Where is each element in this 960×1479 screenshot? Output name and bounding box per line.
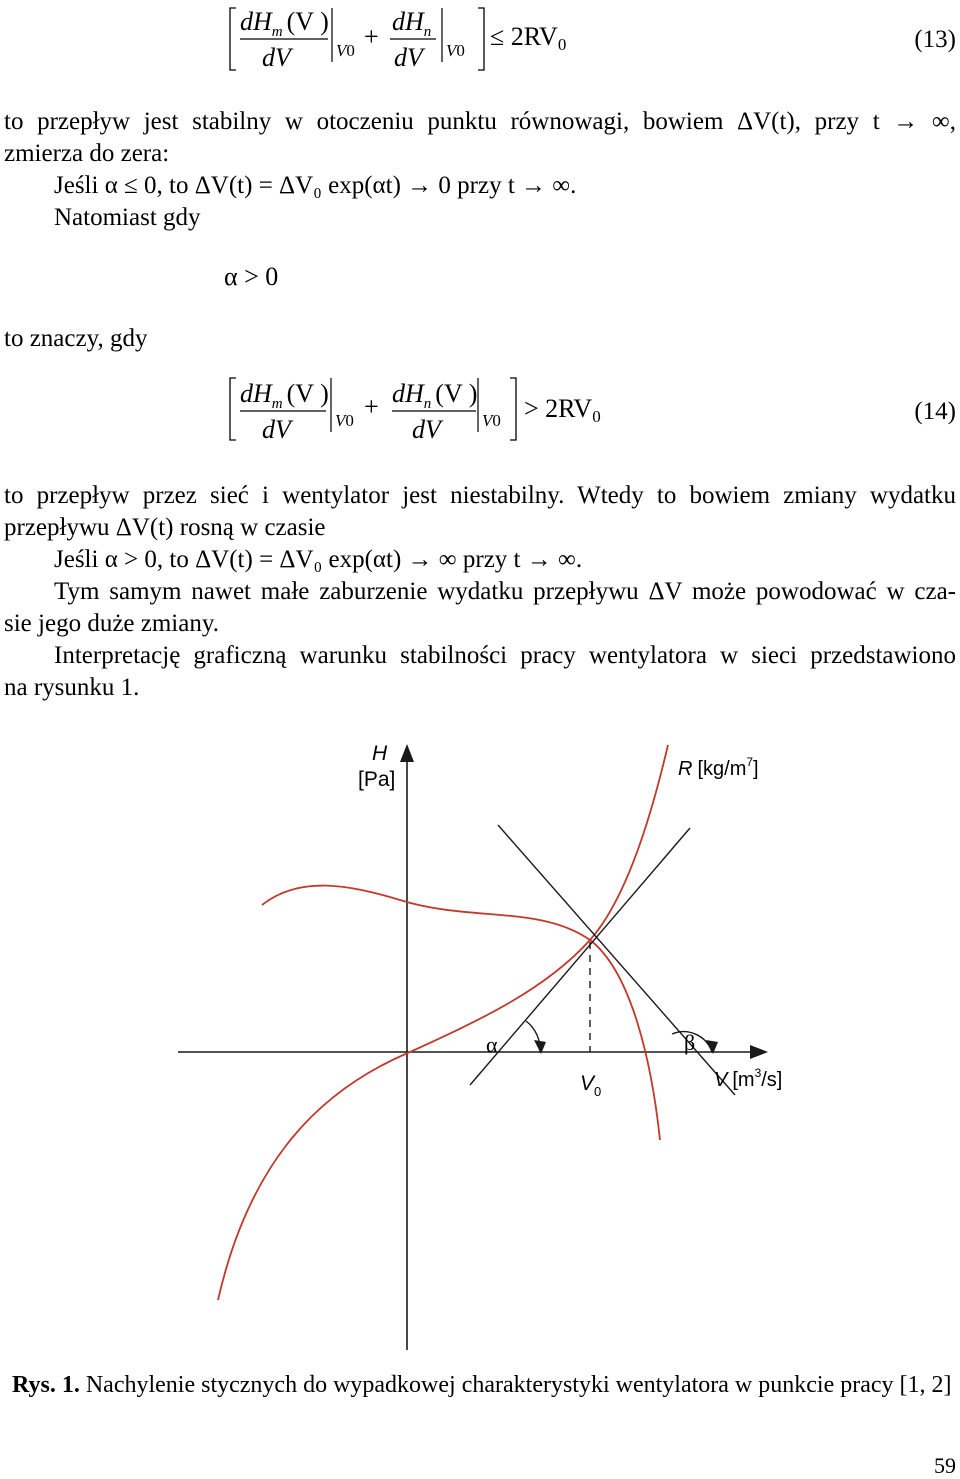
eq14-relation: > 2RV xyxy=(524,394,593,423)
equation-14-number: (14) xyxy=(914,398,956,425)
paragraph-stability xyxy=(4,106,956,234)
beta-label: β xyxy=(684,1030,696,1055)
alpha-label: α xyxy=(486,1032,498,1057)
fan-characteristic-curve xyxy=(262,886,660,1140)
svg-text:dHn: $dH_n$ xyxy=(392,7,432,40)
eq13-plus: + xyxy=(364,22,379,51)
text-line: Natomiast gdy xyxy=(54,204,201,231)
equation-13-formula xyxy=(0,0,960,80)
text-line: Jeśli α > 0, to ΔV(t) = ΔV₀ exp(αt) → ∞ przy t → ∞. xyxy=(54,546,583,573)
eq13-frac1-num: dH xyxy=(240,7,272,36)
network-resistance-curve xyxy=(218,745,668,1300)
tangent-line-alpha xyxy=(470,828,690,1085)
figure-fan-characteristic xyxy=(0,730,960,1350)
equation-14 xyxy=(0,372,960,452)
svg-text:dV: dV xyxy=(262,415,291,444)
svg-text:V0: V0 xyxy=(482,411,501,430)
alpha-condition: α > 0 xyxy=(224,262,279,291)
svg-text:V0: V0 xyxy=(335,411,354,430)
text-line: Interpretację graficzną warunku stabilności pracy wentylatora w sieci przedstawiono xyxy=(54,642,956,669)
x-axis-label: V $[m^3/s]$ xyxy=(714,1066,783,1091)
text-line: zmierza do zera: xyxy=(4,140,170,167)
text-line: to przepływ jest stabilny w otoczeniu punktu równowagi, bowiem ΔV(t), przy t → ∞, xyxy=(4,108,956,135)
svg-text:dHm(V ): $dH_m$ (V ) xyxy=(240,379,329,412)
text-line: Jeśli α ≤ 0, to ΔV(t) = ΔV₀ exp(αt) → 0 przy t → ∞. xyxy=(54,172,577,199)
y-axis-arrow xyxy=(400,744,414,762)
svg-text:+: + xyxy=(364,392,379,421)
svg-text:≤ 2RV0: ≤ 2RV0 xyxy=(490,22,567,54)
text-line: to przepływ przez sieć i wentylator jest niestabilny. Wtedy to bowiem zmiany wydatku xyxy=(4,482,956,509)
figure-caption xyxy=(12,1372,952,1399)
y-axis-unit: [Pa] xyxy=(358,768,396,791)
eq13-frac1-den: dV xyxy=(262,43,291,72)
svg-text:dV: dV xyxy=(412,415,441,444)
resistance-label: R $[kg/m^7]$ xyxy=(678,755,759,780)
eq13-frac2-num: dH xyxy=(392,7,424,36)
caption-text: Nachylenie stycznych do wypadkowej charakterystyki wentylatora w punkcie pracy [1, 2] xyxy=(85,1372,952,1398)
equation-13-number: (13) xyxy=(914,26,956,53)
v0-label: $V_0$ xyxy=(580,1072,602,1099)
page-number: 59 xyxy=(934,1453,956,1478)
text-line: przepływu ΔV(t) rosną w czasie xyxy=(4,514,326,541)
text-line: Tym samym nawet małe zaburzenie wydatku przepływu ΔV może powodować w cza- xyxy=(54,578,956,605)
equation-13 xyxy=(0,0,960,80)
eq13-frac2-den: dV xyxy=(394,43,423,72)
x-axis-arrow xyxy=(750,1045,768,1059)
text-line: sie jego duże zmiany. xyxy=(4,610,219,637)
svg-text:> 2RV0: > 2RV0 xyxy=(524,394,601,426)
caption-label: Rys. 1. xyxy=(12,1372,80,1398)
svg-text:dHm(V ): $dH_m$ (V ) xyxy=(240,7,329,40)
svg-text:V0: V0 xyxy=(336,41,355,60)
svg-text:V0: V0 xyxy=(446,41,465,60)
equation-14-formula xyxy=(0,372,960,452)
text-line: to znaczy, gdy xyxy=(4,325,148,352)
text-line: na rysunku 1. xyxy=(4,674,140,701)
paragraph-instability xyxy=(4,480,956,704)
y-axis-symbol: H xyxy=(372,742,388,765)
svg-text:dHn(V ): $dH_n$ (V ) xyxy=(392,379,478,412)
tangent-line-beta xyxy=(498,825,735,1095)
eq13-relation: ≤ 2RV xyxy=(490,22,558,51)
